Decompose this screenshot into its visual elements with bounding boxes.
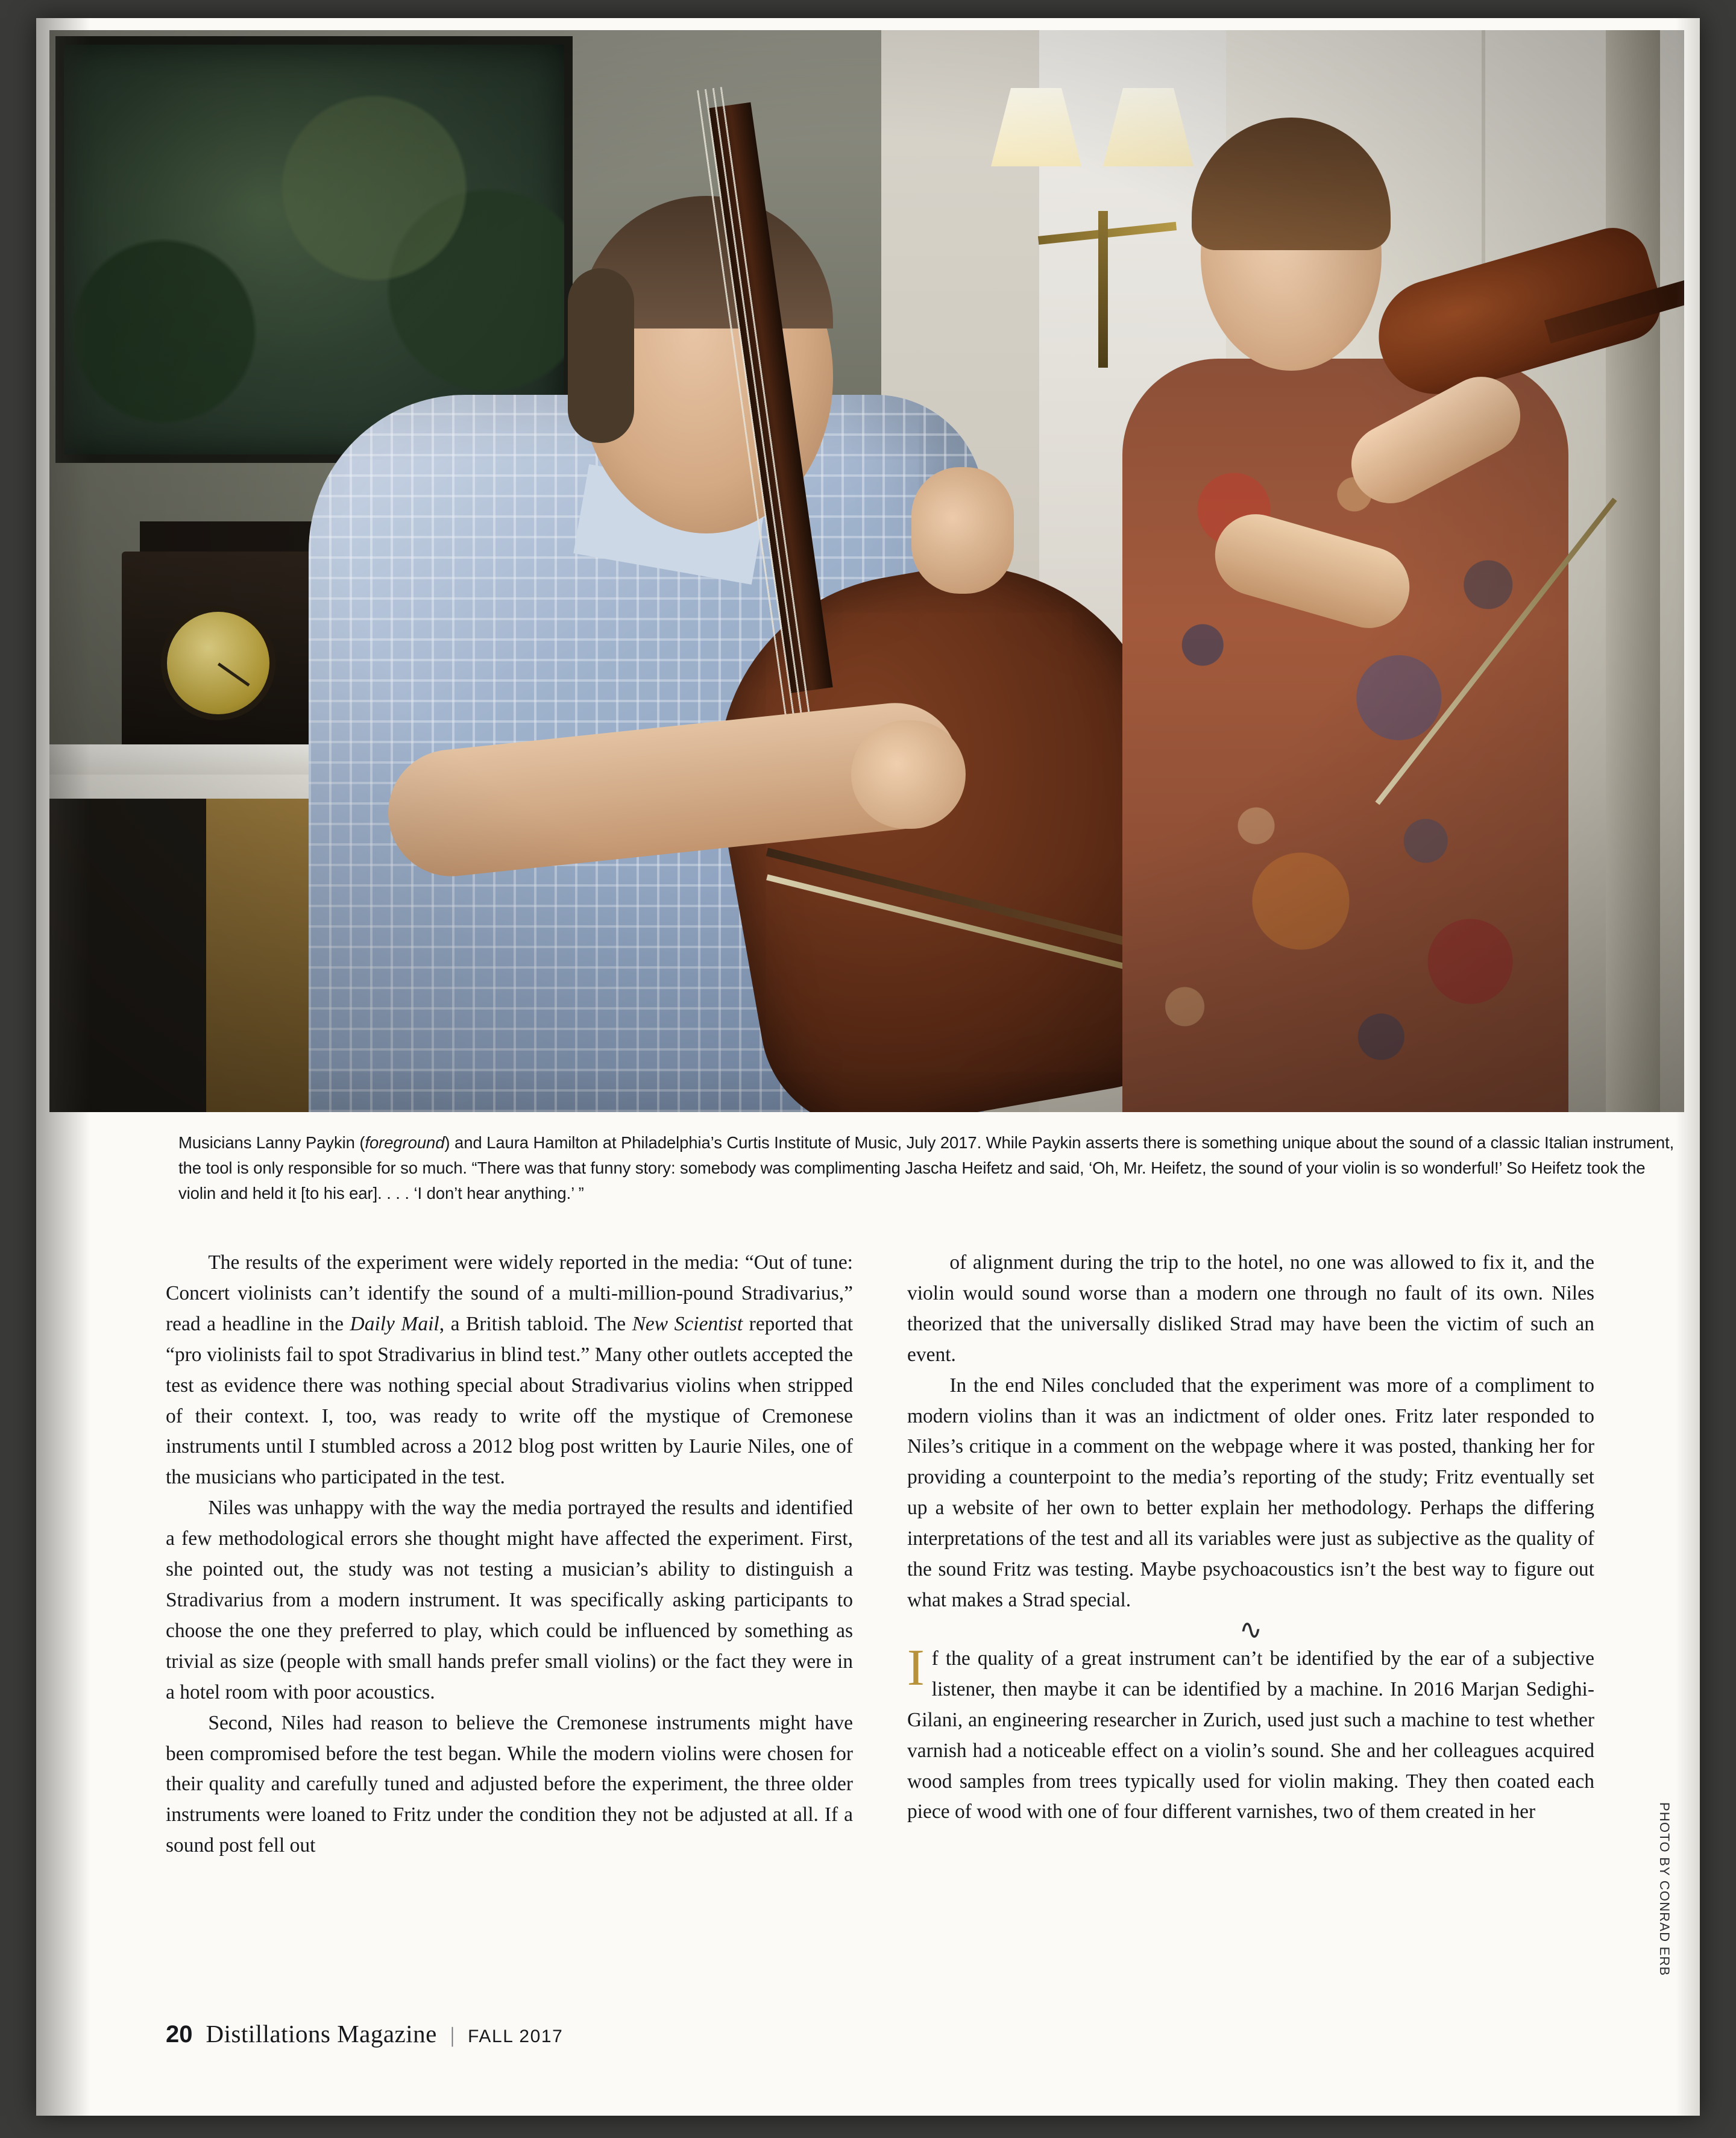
paragraph (166, 1493, 853, 1708)
body-column-left (166, 1248, 853, 1861)
text-run: Second, Niles had reason to believe the Cremonese instruments might have been compromised before the test began. While the modern violins were chosen for their quality and carefully tuned and adjusted before the experiment, the three older instruments were loaned to Fritz under the condition they not be adjusted at all. If a sound post fell out (166, 1711, 853, 1857)
text-run: In the end Niles concluded that the experiment was more of a compliment to modern violins than it was an indictment of older ones. Fritz later responded to Niles’s critique in a comment on the webpage where it was posted, thanking her for providing a counterpoint to the media’s reporting of the study; Fritz eventually set up a website of her own to better explain her methodology. Perhaps the differing interpretations of the test and all its variables were just as subjective as the quality of the sound Fritz was testing. Maybe psychoacoustics isn’t the best way to figure out what makes a Strad special. (907, 1374, 1594, 1611)
page-number: 20 (166, 2021, 193, 2048)
photo-vignette (49, 30, 1684, 1112)
magazine-title: Distillations Magazine (206, 2020, 437, 2048)
page-footer (166, 2019, 563, 2048)
issue-label: FALL 2017 (468, 2026, 564, 2046)
text-run: of alignment during the trip to the hotel, no one was allowed to fix it, and the violin would sound worse than a modern one through no fault of its own. Niles theorized that the universally disliked Strad may have been the victim of such an event. (907, 1251, 1594, 1366)
photo-credit: PHOTO BY CONRAD ERB (1657, 1802, 1672, 1976)
paragraph (166, 1708, 853, 1862)
text-run: Niles was unhappy with the way the media portrayed the results and identified a few methodological errors she thought might have affected the experiment. First, she pointed out, the study was not testing a musician’s ability to distinguish a Stradivarius from a modern instrument. It was specifically asking participants to choose the one they preferred to play, which could be influenced by something as trivial as size (people with small hands prefer small violins) or the fact they were in a hotel room with poor acoustics. (166, 1497, 853, 1703)
footer-separator: | (450, 2023, 455, 2047)
article-photograph (49, 30, 1684, 1112)
paragraph (907, 1248, 1594, 1371)
text-run: reported that “pro violinists fail to spot Stradivarius in blind test.” Many other outlets accepted the test as evidence there was nothing special about Stradivarius violins when stripped of their context. I, too, was ready to write off the mystique of Cremonese instruments until I stumbled across a 2012 blog post written by Laurie Niles, one of the musicians who participated in the test. (166, 1312, 854, 1489)
drop-cap: I (907, 1638, 925, 1696)
paragraph-with-dropcap (907, 1638, 1594, 1828)
caption-text-part-2: ) and Laura Hamilton at Philadelphia’s Curtis Institute of Music, July 2017. While Paykin asserts there is something unique about the sound of a classic Italian instrument, the tool is only responsible for so much. “There was that funny story: somebody was complimenting Jascha Heifetz and said, ‘Oh, Mr. Heifetz, the sound of your violin is so wonderful!’ So Heifetz took the violin and held it [to his ear]. . . . ‘I don’t hear anything.’ ” (178, 1133, 1675, 1203)
article-body (166, 1248, 1594, 1947)
caption-text-part-1: Musicians Lanny Paykin ( (178, 1133, 365, 1152)
section-ornament: ∿ (1239, 1614, 1263, 1645)
magazine-page (36, 18, 1700, 2116)
text-run: , a British tabloid. The (439, 1312, 632, 1335)
paragraph (166, 1248, 853, 1493)
photo-caption (178, 1130, 1685, 1206)
text-run: The results of the experiment were widely reported in the media: “Out of tune: Concert violinists can’t identify the sound of a multi-million-pound Stradivarius,” read a headline in the (166, 1251, 853, 1335)
caption-text-italic: foreground (365, 1133, 445, 1152)
dropcap-paragraph-text: f the quality of a great instrument can’t be identified by the ear of a subjective listener, then maybe it can be identified by a machine. In 2016 Marjan Sedighi-Gilani, an engineering researcher in Zurich, used just such a machine to test whether varnish had a noticeable effect on a violin’s sound. She and her colleagues acquired wood samples from trees typically used for violin making. They then coated each piece of wood with one of four different varnishes, two of them created in her (907, 1647, 1594, 1823)
italic-title: Daily Mail (350, 1312, 439, 1335)
italic-title: New Scientist (632, 1312, 743, 1335)
paragraph (907, 1371, 1594, 1616)
body-column-right (907, 1248, 1594, 1828)
photo-scene (49, 30, 1684, 1112)
